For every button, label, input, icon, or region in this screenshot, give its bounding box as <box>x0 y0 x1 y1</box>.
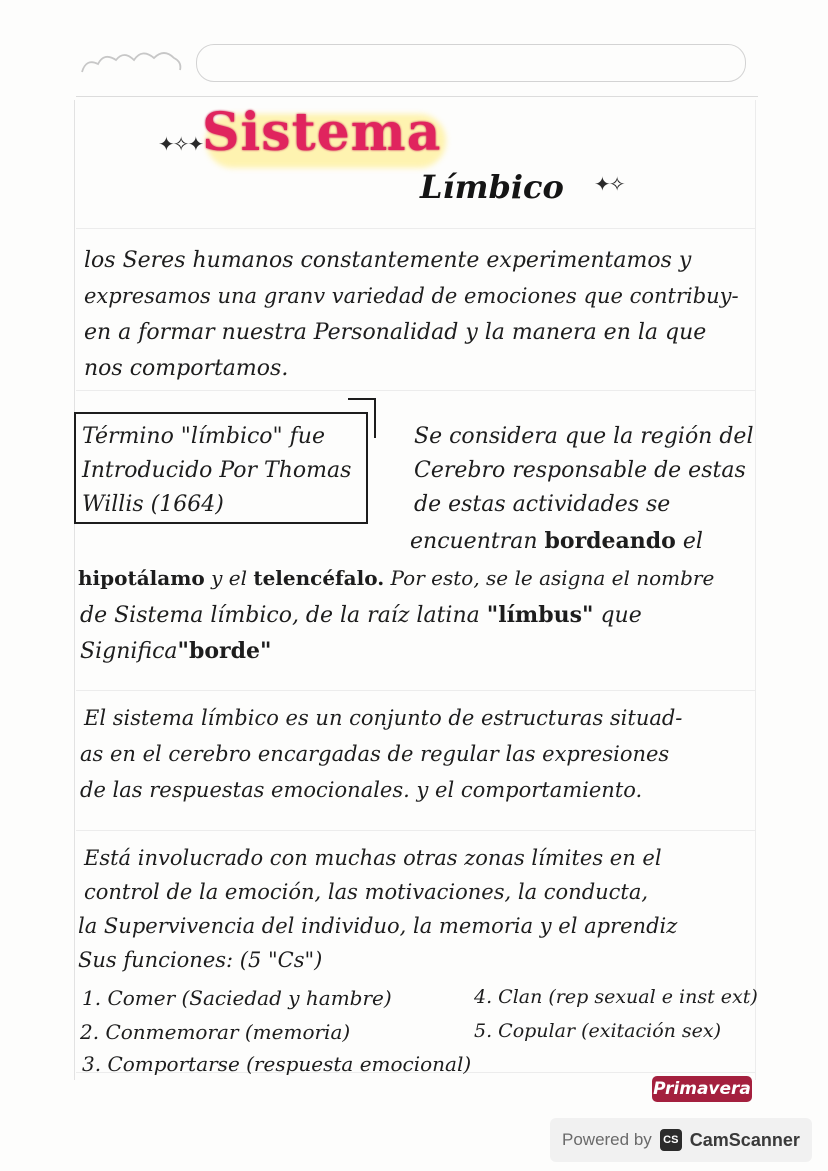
paragraph3-line: as en el cerebro encargadas de regular las expresiones <box>80 742 670 766</box>
title-block <box>196 96 446 176</box>
paragraph3-line: El sistema límbico es un conjunto de estructuras situad- <box>84 706 683 730</box>
function-item: 1. Comer (Saciedad y hambre) <box>82 986 392 1010</box>
paragraph2-text: de Sistema límbico, de la raíz latina <box>80 603 480 628</box>
page-subtitle: Límbico <box>420 168 564 206</box>
paragraph2-line <box>78 566 714 590</box>
keyword-bordeando: bordeando <box>544 528 676 554</box>
side-text-line: encuentran <box>410 529 538 554</box>
paragraph1-line: nos comportamos. <box>84 356 289 381</box>
paragraph3-line: de las respuestas emocionales. y el comportamiento. <box>80 778 643 802</box>
keyword-limbus: "límbus" <box>486 602 594 628</box>
ruled-line <box>76 690 756 691</box>
left-margin-line <box>74 100 75 1080</box>
camscanner-watermark <box>550 1118 812 1162</box>
function-item: 2. Conmemorar (memoria) <box>80 1020 351 1044</box>
paragraph4-line: la Supervivencia del individuo, la memoria y el aprendiz <box>78 914 678 938</box>
paragraph2-text: Significa <box>80 639 178 664</box>
function-item: 5. Copular (exitación sex) <box>474 1020 722 1042</box>
function-item: 4. Clan (rep sexual e inst ext) <box>474 986 758 1008</box>
paragraph4-line: Sus funciones: (5 "Cs") <box>78 948 323 972</box>
paragraph1-line: en a formar nuestra Personalidad y la manera en la que <box>84 320 707 345</box>
paragraph2-text: Por esto, se le asigna el nombre <box>390 566 715 590</box>
paragraph1-line: expresamos una granv variedad de emociones que contribuy- <box>84 284 739 308</box>
keyword-telencefalo: telencéfalo. <box>253 566 385 590</box>
keyword-borde: "borde" <box>177 638 272 664</box>
ruled-line <box>76 830 756 831</box>
paragraph2-text: que <box>600 603 642 628</box>
paragraph2-text: y el <box>211 566 247 590</box>
page-title: Sistema <box>202 102 442 163</box>
camscanner-label: CamScanner <box>689 1129 800 1150</box>
box-line: Término "límbico" fue <box>82 424 325 449</box>
camscanner-icon: CS <box>660 1129 682 1151</box>
keyword-hipotalamo: hipotálamo <box>78 566 205 590</box>
ruled-line <box>76 390 756 391</box>
powered-by-label: Powered by <box>562 1130 652 1149</box>
sparkle-icon: ✦✧ <box>594 172 624 196</box>
side-text-tail: el <box>682 529 703 554</box>
paragraph1-line: los Seres humanos constantemente experimentamos y <box>84 248 692 273</box>
box-line: Willis (1664) <box>82 492 224 517</box>
box-line: Introducido Por Thomas <box>82 458 352 483</box>
header-date-bar <box>196 44 746 82</box>
sparkle-icon: ✦✧✦ <box>158 132 203 156</box>
cloud-doodle-icon <box>78 46 188 80</box>
function-item: 3. Comportarse (respuesta emocional) <box>82 1052 472 1076</box>
paragraph2-line <box>80 602 642 628</box>
paragraph4-line: control de la emoción, las motivaciones, la conducta, <box>84 880 649 904</box>
ruled-line <box>76 228 756 229</box>
right-margin-line <box>755 100 756 1080</box>
paragraph2-line <box>80 638 271 664</box>
side-text-line: Cerebro responsable de estas <box>414 458 746 483</box>
side-text-line: Se considera que la región del <box>414 424 754 449</box>
side-text-line <box>410 528 703 554</box>
side-text-line: de estas actividades se <box>414 492 671 517</box>
paragraph4-line: Está involucrado con muchas otras zonas límites en el <box>84 846 662 870</box>
brand-logo: Primavera <box>652 1076 752 1102</box>
